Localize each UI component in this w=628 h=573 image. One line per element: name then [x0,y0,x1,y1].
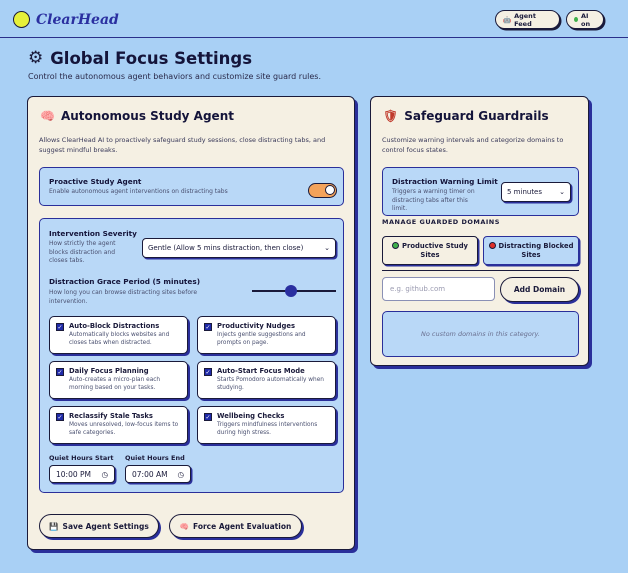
option-desc: Automatically blocks websites and closes tabs when distracted. [69,332,170,346]
shield-icon: 🛡 [383,109,399,123]
option-desc: Injects gentle suggestions and prompts on page. [217,332,306,346]
agent-card [27,96,355,550]
checkbox-checked-icon[interactable]: ✓ [57,414,63,421]
option-desc: Moves unresolved, low-focus items to safe categories. [69,422,179,436]
page-title [28,49,252,68]
option-title: Auto-Start Focus Mode [217,367,305,375]
tab-blocked-label: Distracting Blocked Sites [498,242,574,259]
save-agent-settings-button[interactable] [39,514,159,538]
option-title: Reclassify Stale Tasks [69,412,153,420]
checkbox-checked-icon[interactable]: ✓ [57,369,63,376]
option-desc: Starts Pomodoro automatically when studying. [217,377,324,391]
page-title-text: Global Focus Settings [50,49,253,68]
option-title: Productivity Nudges [217,322,296,330]
manage-domains-heading: MANAGE GUARDED DOMAINS [382,218,500,226]
severity-select[interactable] [142,238,336,258]
save-icon: 💾 [49,521,59,531]
tab-productive-sites[interactable] [382,236,478,265]
option-title: Auto-Block Distractions [69,322,160,330]
grace-label: Distraction Grace Period (5 minutes) [49,277,201,286]
logo-mark [13,11,30,28]
status-dot-icon [574,17,578,22]
guardrails-card [370,96,589,366]
guardrails-card-title [383,109,549,123]
option-desc: Triggers mindfulness interventions during high stress. [217,422,318,436]
force-agent-evaluation-button[interactable] [169,514,302,538]
guardrails-title-text: Safeguard Guardrails [404,109,549,123]
option-card-3[interactable] [197,361,336,399]
severity-label: Intervention Severity [49,229,137,238]
agent-feed-button[interactable] [495,10,560,29]
option-title: Wellbeing Checks [217,412,285,420]
agent-title-text: Autonomous Study Agent [60,109,234,123]
agent-description: Allows ClearHead AI to proactively safeguard study sessions, close distracting tabs, and suggest mindful breaks. [39,136,326,154]
quiet-start-value: 10:00 PM [56,469,91,479]
warning-limit-select[interactable] [501,182,571,202]
option-card-5[interactable] [197,406,336,444]
domain-input[interactable] [382,277,495,301]
proactive-agent-box [39,167,344,206]
add-domain-label: Add Domain [513,285,566,294]
chevron-down-icon: ⌄ [324,244,330,252]
divider [382,270,579,271]
tab-blocked-sites[interactable] [483,236,579,265]
warning-limit-hint: Triggers a warning timer on distracting tabs after this limit. [392,188,475,212]
domain-list-empty [382,311,579,357]
option-title: Daily Focus Planning [69,367,149,375]
empty-state-text: No custom domains in this category. [421,330,540,338]
agent-options-box [39,218,344,493]
top-bar [0,0,628,38]
domain-placeholder: e.g. github.com [390,285,446,293]
page-subtitle: Control the autonomous agent behaviors and customize site guard rules. [28,72,322,81]
checkbox-checked-icon[interactable]: ✓ [205,324,211,331]
robot-icon: 🤖 [503,15,512,24]
option-card-4[interactable] [49,406,188,444]
logo-text: ClearHead [36,11,119,28]
checkbox-checked-icon[interactable]: ✓ [205,369,211,376]
ai-status-badge[interactable] [566,10,604,29]
quiet-end-input[interactable] [125,465,191,483]
warning-limit-box [382,167,579,216]
quiet-end-value: 07:00 AM [132,469,168,479]
brain-icon: 🧠 [40,109,55,123]
option-card-0[interactable] [49,316,188,354]
add-domain-button[interactable] [500,277,579,302]
quiet-end-label: Quiet Hours End [125,454,185,462]
severity-value: Gentle (Allow 5 mins distraction, then close) [148,244,304,252]
guardrails-description: Customize warning intervals and categorize domains to control focus states. [382,136,564,154]
quiet-start-input[interactable] [49,465,115,483]
force-label: Force Agent Evaluation [193,521,292,531]
grace-slider-handle[interactable] [285,285,297,297]
quiet-start-label: Quiet Hours Start [49,454,114,462]
ai-status-label: AI on [580,11,591,28]
option-card-2[interactable] [49,361,188,399]
brain-icon: 🧠 [179,521,190,531]
severity-hint: How strictly the agent blocks distraction and closes tabs. [49,240,116,264]
chevron-down-icon: ⌄ [559,188,565,196]
checkbox-checked-icon[interactable]: ✓ [205,414,211,421]
warning-limit-value: 5 minutes [507,188,543,196]
option-desc: Auto-creates a micro-plan each morning based on your tasks. [69,377,161,391]
red-dot-icon [489,242,496,249]
save-label: Save Agent Settings [62,521,149,531]
toggle-knob [325,185,335,195]
option-card-1[interactable] [197,316,336,354]
clock-icon: ◷ [177,469,184,479]
agent-card-title [40,109,234,123]
gear-icon: ⚙ [28,48,44,68]
proactive-label: Proactive Study Agent [49,177,142,186]
clock-icon: ◷ [101,469,108,479]
warning-limit-label: Distraction Warning Limit [392,177,498,186]
agent-feed-label: Agent Feed [514,11,536,28]
checkbox-checked-icon[interactable]: ✓ [57,324,63,331]
proactive-hint: Enable autonomous agent interventions on distracting tabs [49,188,228,195]
tab-productive-label: Productive Study Sites [401,242,468,259]
logo[interactable] [13,11,119,28]
proactive-toggle[interactable] [308,183,337,198]
green-dot-icon [392,242,399,249]
grace-hint: How long you can browse distracting sites before intervention. [49,289,198,305]
